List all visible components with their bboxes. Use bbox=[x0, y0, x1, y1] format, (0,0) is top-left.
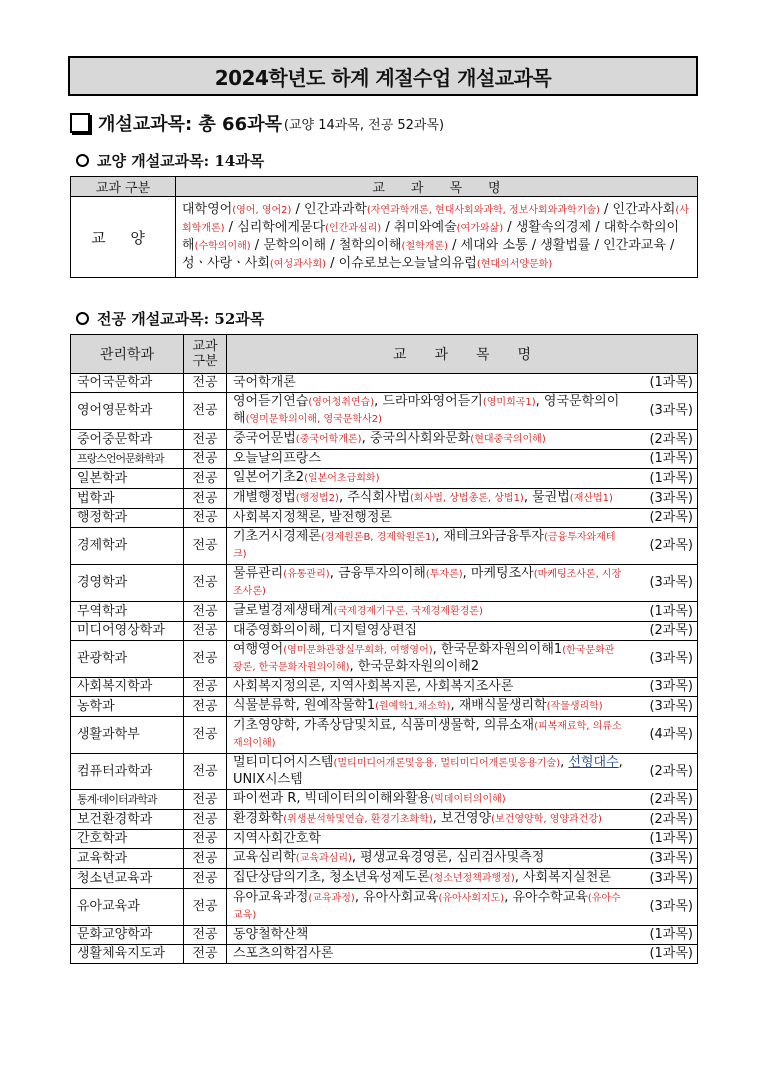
major-count: (3과목) bbox=[629, 869, 698, 889]
major-courses bbox=[227, 678, 630, 697]
course-name: 사회복지정의론, 지역사회복지론, 사회복지조사론 bbox=[233, 679, 514, 694]
major-type: 전공 bbox=[184, 602, 227, 622]
major-type: 전공 bbox=[184, 790, 227, 810]
course-note: (유아수교육) bbox=[233, 893, 621, 921]
major-row bbox=[71, 849, 698, 869]
major-count: (3과목) bbox=[629, 849, 698, 869]
course-name: , 물권법 bbox=[523, 490, 570, 505]
general-courses-table bbox=[70, 176, 698, 278]
general-course-note: (여가와삶) bbox=[456, 223, 504, 234]
major-courses-table bbox=[70, 334, 698, 964]
major-row bbox=[71, 790, 698, 810]
course-name: 중국어문법 bbox=[233, 431, 296, 446]
major-type: 전공 bbox=[184, 565, 227, 602]
general-course-name: / 심리학에게묻다 bbox=[224, 220, 326, 235]
course-note: (멀티미디어개론및응용, 멀티미디어개론및응용기술) bbox=[333, 758, 561, 769]
course-note: (빅데이터의이해) bbox=[430, 794, 506, 805]
major-dept: 유아교육과 bbox=[71, 889, 184, 926]
general-course-name: / 세대와 소통 / 생활법률 / 인간과교육 / 성ㆍ사랑ㆍ사회 bbox=[182, 238, 675, 271]
course-name: 영어듣기연습 bbox=[233, 394, 309, 409]
major-courses bbox=[227, 810, 630, 830]
circle-bullet-icon bbox=[76, 154, 89, 167]
general-header-row bbox=[71, 177, 698, 197]
major-type: 전공 bbox=[184, 469, 227, 489]
major-dept: 보건환경학과 bbox=[71, 810, 184, 830]
major-dept: 농학과 bbox=[71, 697, 184, 717]
major-count: (2과목) bbox=[629, 790, 698, 810]
major-courses bbox=[227, 469, 630, 489]
major-row bbox=[71, 945, 698, 964]
general-course-name: / 인간과사회 bbox=[599, 202, 676, 217]
general-course-list bbox=[176, 197, 698, 278]
major-count: (1과목) bbox=[629, 374, 698, 393]
major-courses bbox=[227, 374, 630, 393]
major-type: 전공 bbox=[184, 830, 227, 849]
major-header-dept: 관리학과 bbox=[71, 335, 184, 374]
major-row bbox=[71, 565, 698, 602]
major-courses bbox=[227, 926, 630, 945]
major-count: (2과목) bbox=[629, 754, 698, 790]
major-dept: 중어중문학과 bbox=[71, 430, 184, 450]
major-count: (2과목) bbox=[629, 622, 698, 641]
major-row bbox=[71, 469, 698, 489]
course-name: , 드라마와영어듣기 bbox=[374, 394, 483, 409]
general-course-note: (수학의이해) bbox=[194, 241, 251, 252]
major-courses bbox=[227, 602, 630, 622]
course-name: 대중영화의이해, 디지털영상편집 bbox=[233, 623, 418, 638]
major-heading bbox=[76, 308, 264, 329]
major-dept: 영어영문학과 bbox=[71, 393, 184, 430]
course-note: (위생분석학및연습, 환경기초화학) bbox=[283, 814, 433, 825]
course-note: (영미문학의이해, 영국문학사2) bbox=[245, 414, 383, 425]
major-count: (1과목) bbox=[629, 469, 698, 489]
general-course-note: (사회학개론) bbox=[182, 205, 689, 234]
course-note: (원예학1,채소학) bbox=[375, 701, 451, 712]
course-name: , 보건영양 bbox=[432, 811, 492, 826]
course-note: (일본어초급회화) bbox=[304, 473, 380, 484]
course-note: (국제경제기구론, 국제경제환경론) bbox=[333, 606, 483, 617]
course-name: , 재배식물생리학 bbox=[450, 698, 547, 713]
major-courses bbox=[227, 754, 630, 790]
course-name: , 재테크와금융투자 bbox=[435, 529, 544, 544]
summary-label: 개설교과목: 총 66과목 bbox=[98, 114, 282, 135]
major-courses bbox=[227, 717, 630, 754]
course-note: (현대중국의이해) bbox=[470, 434, 546, 445]
major-courses bbox=[227, 830, 630, 849]
major-dept: 미디어영상학과 bbox=[71, 622, 184, 641]
major-count: (4과목) bbox=[629, 717, 698, 754]
major-courses bbox=[227, 869, 630, 889]
general-header-category: 교과 구분 bbox=[71, 177, 176, 197]
course-note: (행정법2) bbox=[295, 493, 339, 504]
major-row bbox=[71, 509, 698, 528]
course-name: 기초거시경제론 bbox=[233, 529, 321, 544]
major-dept: 사회복지학과 bbox=[71, 678, 184, 697]
major-row bbox=[71, 810, 698, 830]
major-courses bbox=[227, 849, 630, 869]
general-course-name: / 인간과과학 bbox=[291, 202, 367, 217]
major-row bbox=[71, 489, 698, 509]
general-course-note: (영어, 영어2) bbox=[232, 205, 292, 216]
major-courses bbox=[227, 565, 630, 602]
major-courses bbox=[227, 393, 630, 430]
course-note: (투자론) bbox=[425, 569, 463, 580]
course-note: (보건영양학, 영양과건강) bbox=[491, 814, 602, 825]
major-count: (2과목) bbox=[629, 509, 698, 528]
major-dept: 일본학과 bbox=[71, 469, 184, 489]
major-type: 전공 bbox=[184, 641, 227, 678]
major-type: 전공 bbox=[184, 622, 227, 641]
major-count: (1과목) bbox=[629, 945, 698, 964]
course-note: (영미문화관광실무회화, 여행영어) bbox=[283, 645, 433, 656]
course-name: 멀티미디어시스템 bbox=[233, 755, 334, 770]
general-heading bbox=[76, 150, 264, 171]
summary-detail: (교양 14과목, 전공 52과목) bbox=[283, 117, 445, 133]
general-course-name: / 이슈로보는오늘날의유럽 bbox=[326, 256, 477, 271]
major-dept: 문화교양학과 bbox=[71, 926, 184, 945]
major-dept: 생활체육지도과 bbox=[71, 945, 184, 964]
major-dept: 프랑스언어문화학과 bbox=[71, 450, 184, 469]
major-dept: 행정학과 bbox=[71, 509, 184, 528]
course-name: , 영국문학의이해 bbox=[233, 394, 620, 426]
major-row bbox=[71, 374, 698, 393]
checkbox-square-icon bbox=[70, 113, 90, 133]
major-dept: 무역학과 bbox=[71, 602, 184, 622]
course-name: , 사회복지실천론 bbox=[514, 870, 611, 885]
major-courses bbox=[227, 528, 630, 565]
major-header-courses: 교 과 목 명 bbox=[227, 335, 698, 374]
major-type: 전공 bbox=[184, 678, 227, 697]
course-note: (중국어학개론) bbox=[295, 434, 362, 445]
major-count: (1과목) bbox=[629, 830, 698, 849]
summary bbox=[70, 110, 444, 136]
general-course-note: (인간과심리) bbox=[325, 223, 382, 234]
major-row bbox=[71, 889, 698, 926]
major-dept: 간호학과 bbox=[71, 830, 184, 849]
major-dept: 통계·데이터과학과 bbox=[71, 790, 184, 810]
course-name: , bbox=[560, 755, 569, 770]
major-type: 전공 bbox=[184, 430, 227, 450]
course-name: , 마케팅조사 bbox=[462, 566, 534, 581]
major-type: 전공 bbox=[184, 528, 227, 565]
major-dept: 교육학과 bbox=[71, 849, 184, 869]
major-courses bbox=[227, 489, 630, 509]
major-type: 전공 bbox=[184, 697, 227, 717]
course-name: 환경화학 bbox=[233, 811, 284, 826]
course-name: 유아교육과정 bbox=[233, 890, 309, 905]
major-row bbox=[71, 528, 698, 565]
major-count: (1과목) bbox=[629, 926, 698, 945]
major-dept: 생활과학부 bbox=[71, 717, 184, 754]
major-row bbox=[71, 830, 698, 849]
course-note: (회사법, 상법총론, 상법1) bbox=[410, 493, 524, 504]
course-name: , 금융투자의이해 bbox=[329, 566, 426, 581]
major-count: (3과목) bbox=[629, 489, 698, 509]
general-course-note: (현대의서양문화) bbox=[476, 259, 553, 270]
major-count: (3과목) bbox=[629, 678, 698, 697]
general-course-name: 대학영어 bbox=[182, 202, 233, 217]
general-heading-text: 교양 개설교과목: 14과목 bbox=[97, 152, 265, 170]
course-note: (유아사회지도) bbox=[438, 893, 505, 904]
major-row bbox=[71, 641, 698, 678]
major-courses bbox=[227, 430, 630, 450]
major-count: (3과목) bbox=[629, 641, 698, 678]
general-course-note: (철학개론) bbox=[401, 241, 448, 252]
course-name: 일본어기초2 bbox=[233, 470, 305, 485]
major-courses bbox=[227, 450, 630, 469]
course-name: 스포츠의학검사론 bbox=[233, 946, 334, 961]
course-name: 집단상담의기초, 청소년육성제도론 bbox=[233, 870, 430, 885]
major-count: (2과목) bbox=[629, 430, 698, 450]
major-courses bbox=[227, 641, 630, 678]
major-type: 전공 bbox=[184, 849, 227, 869]
major-type: 전공 bbox=[184, 869, 227, 889]
major-header-row bbox=[71, 335, 698, 374]
general-course-name: / 취미와예술 bbox=[381, 220, 457, 235]
major-dept: 관광학과 bbox=[71, 641, 184, 678]
course-name-highlight: 선형대수 bbox=[568, 755, 619, 770]
course-name: 개별행정법 bbox=[233, 490, 296, 505]
major-dept: 청소년교육과 bbox=[71, 869, 184, 889]
major-row bbox=[71, 869, 698, 889]
major-courses bbox=[227, 945, 630, 964]
major-type: 전공 bbox=[184, 393, 227, 430]
major-row bbox=[71, 697, 698, 717]
major-type: 전공 bbox=[184, 450, 227, 469]
major-row bbox=[71, 678, 698, 697]
course-name: , 주식회사법 bbox=[338, 490, 411, 505]
major-row bbox=[71, 430, 698, 450]
major-row bbox=[71, 926, 698, 945]
course-note: (재산법1) bbox=[569, 493, 613, 504]
course-note: (영미희곡1) bbox=[482, 397, 536, 408]
page-title: 2024학년도 하계 계절수업 개설교과목 bbox=[68, 56, 698, 96]
major-dept: 경영학과 bbox=[71, 565, 184, 602]
major-dept: 경제학과 bbox=[71, 528, 184, 565]
general-row bbox=[71, 197, 698, 278]
course-note: (영어청취연습) bbox=[308, 397, 375, 408]
course-name: 파이썬과 R, 빅데이터의이해와활용 bbox=[233, 791, 431, 806]
course-name: , 평생교육경영론, 심리검사및측정 bbox=[351, 850, 545, 865]
course-name: , 한국문화자원의이해1 bbox=[432, 642, 563, 657]
course-note: (청소년정책과행정) bbox=[429, 873, 515, 884]
major-row bbox=[71, 602, 698, 622]
course-note: (작물생리학) bbox=[546, 701, 603, 712]
course-note: (경제원론B, 경제학원론1) bbox=[320, 532, 436, 543]
major-row bbox=[71, 393, 698, 430]
major-type: 전공 bbox=[184, 810, 227, 830]
major-type: 전공 bbox=[184, 754, 227, 790]
major-type: 전공 bbox=[184, 945, 227, 964]
major-dept: 컴퓨터과학과 bbox=[71, 754, 184, 790]
major-count: (2과목) bbox=[629, 810, 698, 830]
major-courses bbox=[227, 889, 630, 926]
major-count: (3과목) bbox=[629, 697, 698, 717]
course-name: , 유아사회교육 bbox=[354, 890, 439, 905]
major-dept: 국어국문학과 bbox=[71, 374, 184, 393]
general-course-name: / 문학의이해 / 철학의이해 bbox=[250, 238, 402, 253]
course-name: 사회복지정책론, 발전행정론 bbox=[233, 510, 392, 525]
major-type: 전공 bbox=[184, 374, 227, 393]
major-count: (1과목) bbox=[629, 450, 698, 469]
course-name: 물류관리 bbox=[233, 566, 284, 581]
major-type: 전공 bbox=[184, 489, 227, 509]
major-row bbox=[71, 717, 698, 754]
course-name: 교육심리학 bbox=[233, 850, 296, 865]
major-heading-text: 전공 개설교과목: 52과목 bbox=[97, 310, 265, 328]
course-name: , 한국문화자원의이해2 bbox=[349, 659, 480, 674]
course-note: (금융투자와재테크) bbox=[233, 532, 616, 560]
general-header-courses: 교 과 목 명 bbox=[176, 177, 698, 197]
major-courses bbox=[227, 697, 630, 717]
course-name: , UNIX시스템 bbox=[233, 755, 623, 787]
course-name: , 중국의사회와문화 bbox=[361, 431, 471, 446]
course-name: 글로벌경제생태계 bbox=[233, 603, 334, 618]
major-type: 전공 bbox=[184, 926, 227, 945]
major-count: (2과목) bbox=[629, 528, 698, 565]
major-courses bbox=[227, 622, 630, 641]
general-course-name: / 생활속의경제 / 대학수학의이해 bbox=[182, 220, 680, 253]
major-count: (1과목) bbox=[629, 602, 698, 622]
major-type: 전공 bbox=[184, 717, 227, 754]
major-dept: 법학과 bbox=[71, 489, 184, 509]
major-courses bbox=[227, 509, 630, 528]
major-courses bbox=[227, 790, 630, 810]
major-row bbox=[71, 754, 698, 790]
course-note: (마케팅조사론, 시장조사론) bbox=[233, 569, 622, 597]
major-count: (3과목) bbox=[629, 565, 698, 602]
major-type: 전공 bbox=[184, 509, 227, 528]
course-note: (피복재료학, 의류소재의이해) bbox=[233, 721, 622, 749]
course-name: 오늘날의프랑스 bbox=[233, 451, 321, 466]
course-note: (유통관리) bbox=[283, 569, 330, 580]
course-name: 여행영어 bbox=[233, 642, 284, 657]
major-header-type: 교과구분 bbox=[184, 335, 227, 374]
course-name: 식물분류학, 원예작물학1 bbox=[233, 698, 376, 713]
general-course-note: (자연과학개론, 현대사회와과학, 정보사회와과학기술) bbox=[366, 205, 600, 216]
course-name: 기초영양학, 가족상담및치료, 식품미생물학, 의류소재 bbox=[233, 718, 535, 733]
course-name: 국어학개론 bbox=[233, 375, 296, 390]
major-count: (3과목) bbox=[629, 393, 698, 430]
major-count: (3과목) bbox=[629, 889, 698, 926]
general-course-note: (여성과사회) bbox=[269, 259, 327, 270]
major-type: 전공 bbox=[184, 889, 227, 926]
course-note: (교육과심리) bbox=[295, 853, 352, 864]
general-category: 교 양 bbox=[71, 197, 176, 278]
course-name: 동양철학산책 bbox=[233, 927, 309, 942]
course-note: (교육과정) bbox=[308, 893, 355, 904]
course-note: (한국문화관광론, 한국문화자원의이해) bbox=[233, 645, 615, 673]
course-name: , 유아수학교육 bbox=[504, 890, 588, 905]
major-row bbox=[71, 622, 698, 641]
circle-bullet-icon bbox=[76, 312, 89, 325]
course-name: 지역사회간호학 bbox=[233, 831, 321, 846]
major-row bbox=[71, 450, 698, 469]
